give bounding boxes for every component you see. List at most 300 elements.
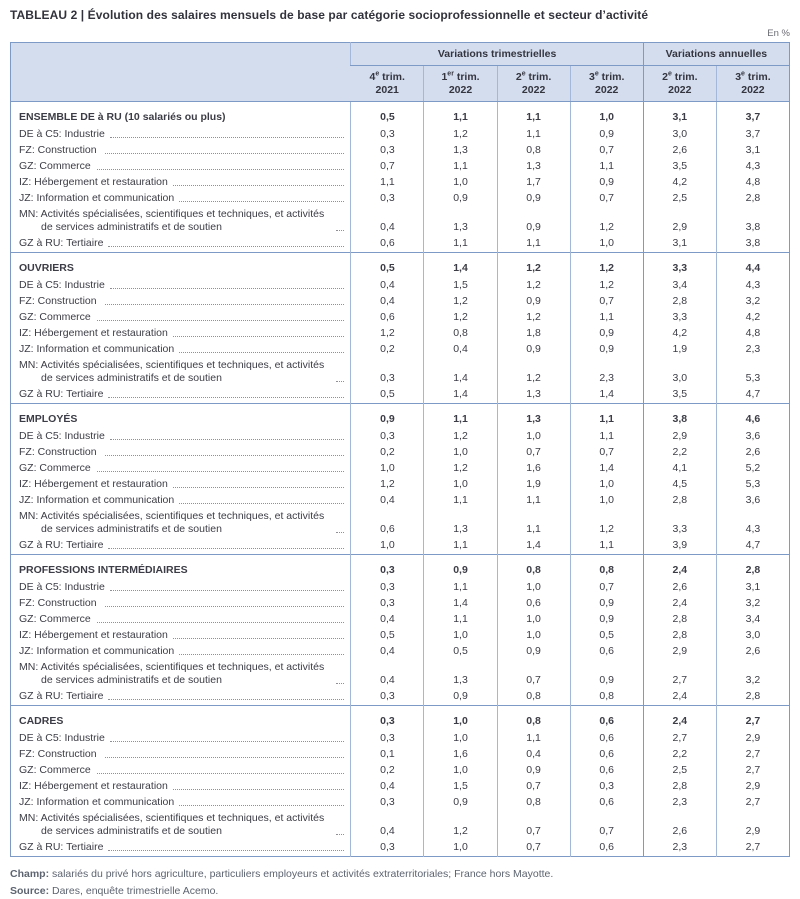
row-label (11, 127, 351, 143)
table-row (11, 763, 790, 779)
row-label-text: DE à C5: Industrie (19, 732, 105, 745)
value-cell: 0,9 (497, 294, 570, 310)
row-label-text: GZ: Commerce (19, 462, 92, 475)
row-label (11, 191, 351, 207)
champ-label: Champ: (10, 868, 49, 880)
value-cell: 1,0 (351, 461, 424, 477)
value-cell: 1,2 (424, 127, 497, 143)
value-cell: 2,9 (643, 644, 716, 660)
row-label (11, 253, 351, 279)
value-cell: 4,7 (716, 538, 789, 555)
table-row (11, 143, 790, 159)
value-cell: 0,3 (351, 143, 424, 159)
category-block (11, 253, 790, 404)
dot-leader (173, 638, 345, 639)
table-row (11, 811, 790, 840)
row-label (11, 580, 351, 596)
value-cell: 4,2 (716, 310, 789, 326)
value-cell: 2,9 (643, 207, 716, 236)
value-cell: 2,7 (716, 840, 789, 857)
row-label (11, 811, 351, 840)
value-cell: 1,1 (497, 509, 570, 538)
row-label-text: OUVRIERS (19, 262, 74, 275)
value-cell: 1,0 (424, 731, 497, 747)
value-cell: 2,8 (643, 493, 716, 509)
value-cell: 2,3 (570, 358, 643, 387)
table-row (11, 236, 790, 253)
value-cell: 0,9 (351, 404, 424, 430)
value-cell: 1,3 (424, 660, 497, 689)
value-cell: 3,8 (716, 236, 789, 253)
row-label-text: GZ à RU: Tertiaire (19, 388, 103, 401)
row-label-text: MN: Activités spécialisées, scientifiques et techniques, et activités de services administratifs et de soutien (19, 812, 331, 838)
value-cell: 2,8 (643, 628, 716, 644)
row-label-wrap (19, 237, 346, 250)
value-cell: 1,1 (497, 493, 570, 509)
dot-leader (97, 471, 344, 472)
row-label (11, 840, 351, 857)
value-cell: 3,2 (716, 596, 789, 612)
row-label (11, 326, 351, 342)
value-cell: 0,7 (497, 811, 570, 840)
table-row (11, 493, 790, 509)
value-cell: 0,7 (570, 811, 643, 840)
row-label-wrap (19, 715, 346, 728)
value-cell: 0,9 (497, 644, 570, 660)
row-label-text: DE à C5: Industrie (19, 581, 105, 594)
row-label-text: FZ: Construction (19, 597, 100, 610)
value-cell: 0,8 (497, 689, 570, 706)
value-cell: 0,4 (351, 278, 424, 294)
row-label (11, 493, 351, 509)
dot-leader (97, 169, 344, 170)
dot-leader (336, 230, 344, 231)
value-cell: 1,1 (497, 127, 570, 143)
value-cell: 0,8 (570, 555, 643, 581)
table-row (11, 538, 790, 555)
value-cell: 0,7 (570, 445, 643, 461)
row-label-wrap (19, 111, 346, 124)
dot-leader (179, 805, 344, 806)
value-cell: 1,2 (424, 811, 497, 840)
value-cell: 2,6 (643, 580, 716, 596)
dot-leader (336, 834, 344, 835)
row-label (11, 538, 351, 555)
value-cell: 0,6 (497, 596, 570, 612)
value-cell: 0,9 (570, 660, 643, 689)
value-cell: 3,4 (716, 612, 789, 628)
table-row (11, 159, 790, 175)
row-label-wrap (19, 597, 346, 610)
value-cell: 0,6 (570, 731, 643, 747)
value-cell: 1,1 (497, 236, 570, 253)
row-label-text: DE à C5: Industrie (19, 128, 105, 141)
dot-leader (110, 439, 345, 440)
value-cell: 0,3 (351, 596, 424, 612)
value-cell: 0,7 (570, 143, 643, 159)
value-cell: 0,7 (570, 580, 643, 596)
value-cell: 2,6 (716, 445, 789, 461)
dot-leader (179, 654, 344, 655)
row-label-wrap (19, 462, 346, 475)
column-header: 2e trim. 2022 (643, 66, 716, 102)
champ-note (10, 866, 790, 883)
dot-leader (97, 773, 344, 774)
value-cell: 0,3 (351, 731, 424, 747)
table-row (11, 387, 790, 404)
row-label-wrap (19, 812, 346, 838)
row-label-wrap (19, 564, 346, 577)
row-label-text: FZ: Construction (19, 144, 100, 157)
source-note (10, 883, 790, 899)
value-cell: 0,4 (424, 342, 497, 358)
value-cell: 0,8 (497, 555, 570, 581)
row-label (11, 387, 351, 404)
value-cell: 3,0 (643, 127, 716, 143)
row-label-wrap (19, 539, 346, 552)
value-cell: 1,4 (424, 387, 497, 404)
value-cell: 1,5 (424, 779, 497, 795)
dot-leader (173, 336, 345, 337)
row-label-wrap (19, 780, 346, 793)
value-cell: 1,3 (497, 159, 570, 175)
row-label-text: MN: Activités spécialisées, scientifiques et techniques, et activités de services administratifs et de soutien (19, 661, 331, 687)
dot-leader (105, 757, 344, 758)
dot-leader (97, 320, 344, 321)
value-cell: 2,6 (716, 644, 789, 660)
value-cell: 0,5 (570, 628, 643, 644)
dot-leader (336, 683, 344, 684)
table-row (11, 310, 790, 326)
value-cell: 1,1 (497, 731, 570, 747)
row-label (11, 461, 351, 477)
value-cell: 1,2 (424, 294, 497, 310)
value-cell: 0,9 (497, 191, 570, 207)
table-header (11, 43, 790, 102)
value-cell: 0,7 (497, 840, 570, 857)
value-cell: 3,7 (716, 102, 789, 128)
value-cell: 4,4 (716, 253, 789, 279)
value-cell: 1,0 (497, 580, 570, 596)
row-label-text: GZ: Commerce (19, 160, 92, 173)
value-cell: 2,7 (716, 747, 789, 763)
value-cell: 0,6 (570, 747, 643, 763)
value-cell: 1,1 (497, 102, 570, 128)
row-label-text: IZ: Hébergement et restauration (19, 629, 168, 642)
row-label-wrap (19, 262, 346, 275)
value-cell: 2,6 (643, 811, 716, 840)
row-label-text: ENSEMBLE DE à RU (10 salariés ou plus) (19, 111, 226, 124)
value-cell: 2,7 (643, 731, 716, 747)
row-label-wrap (19, 208, 346, 234)
row-label (11, 310, 351, 326)
row-label-text: PROFESSIONS INTERMÉDIAIRES (19, 564, 188, 577)
value-cell: 1,1 (424, 404, 497, 430)
table-row (11, 294, 790, 310)
value-cell: 1,1 (570, 404, 643, 430)
table-row (11, 429, 790, 445)
value-cell: 2,8 (716, 689, 789, 706)
value-cell: 1,1 (351, 175, 424, 191)
row-label-text: CADRES (19, 715, 63, 728)
value-cell: 1,2 (424, 461, 497, 477)
value-cell: 0,5 (351, 628, 424, 644)
value-cell: 0,3 (351, 127, 424, 143)
dot-leader (97, 622, 344, 623)
value-cell: 1,0 (570, 493, 643, 509)
row-label-wrap (19, 629, 346, 642)
value-cell: 0,8 (497, 706, 570, 732)
value-cell: 0,7 (497, 660, 570, 689)
value-cell: 1,0 (424, 840, 497, 857)
value-cell: 1,1 (570, 310, 643, 326)
row-label (11, 143, 351, 159)
value-cell: 0,7 (351, 159, 424, 175)
row-label-text: GZ à RU: Tertiaire (19, 237, 103, 250)
dot-leader (108, 548, 344, 549)
value-cell: 0,6 (351, 509, 424, 538)
value-cell: 3,3 (643, 509, 716, 538)
value-cell: 0,9 (424, 555, 497, 581)
value-cell: 0,3 (351, 358, 424, 387)
value-cell: 0,2 (351, 342, 424, 358)
value-cell: 1,0 (497, 628, 570, 644)
value-cell: 1,4 (497, 538, 570, 555)
value-cell: 0,1 (351, 747, 424, 763)
value-cell: 0,3 (351, 706, 424, 732)
row-label-wrap (19, 478, 346, 491)
dot-leader (110, 137, 345, 138)
value-cell: 0,8 (497, 795, 570, 811)
row-label-wrap (19, 192, 346, 205)
value-cell: 0,9 (570, 342, 643, 358)
value-cell: 2,7 (716, 795, 789, 811)
value-cell: 2,5 (643, 191, 716, 207)
row-label-text: GZ: Commerce (19, 764, 92, 777)
value-cell: 0,9 (497, 763, 570, 779)
value-cell: 1,6 (424, 747, 497, 763)
value-cell: 0,5 (351, 253, 424, 279)
row-label-wrap (19, 388, 346, 401)
value-cell: 1,0 (497, 612, 570, 628)
value-cell: 1,4 (570, 387, 643, 404)
row-label-text: DE à C5: Industrie (19, 279, 105, 292)
value-cell: 5,2 (716, 461, 789, 477)
value-cell: 1,1 (424, 236, 497, 253)
value-cell: 4,8 (716, 175, 789, 191)
dot-leader (173, 185, 345, 186)
value-cell: 2,6 (643, 143, 716, 159)
value-cell: 4,2 (643, 175, 716, 191)
section-header-row (11, 706, 790, 732)
value-cell: 0,5 (424, 644, 497, 660)
row-label-wrap (19, 413, 346, 426)
unit-note: En % (10, 28, 790, 39)
row-label-wrap (19, 327, 346, 340)
value-cell: 3,3 (643, 310, 716, 326)
row-label-wrap (19, 645, 346, 658)
row-label-wrap (19, 176, 346, 189)
value-cell: 1,2 (351, 477, 424, 493)
column-header: 3e trim. 2022 (570, 66, 643, 102)
value-cell: 2,9 (716, 731, 789, 747)
row-label-wrap (19, 311, 346, 324)
row-label-wrap (19, 430, 346, 443)
row-label-wrap (19, 764, 346, 777)
value-cell: 0,5 (351, 387, 424, 404)
dot-leader (105, 455, 344, 456)
row-label (11, 429, 351, 445)
section-header-row (11, 102, 790, 128)
value-cell: 0,9 (570, 596, 643, 612)
value-cell: 2,8 (643, 612, 716, 628)
section-header-row (11, 555, 790, 581)
value-cell: 4,5 (643, 477, 716, 493)
row-label (11, 644, 351, 660)
value-cell: 0,6 (570, 706, 643, 732)
value-cell: 1,2 (424, 429, 497, 445)
table-row (11, 660, 790, 689)
row-label-text: IZ: Hébergement et restauration (19, 478, 168, 491)
value-cell: 0,3 (351, 795, 424, 811)
value-cell: 0,4 (351, 294, 424, 310)
row-label-text: MN: Activités spécialisées, scientifiques et techniques, et activités de services administratifs et de soutien (19, 510, 331, 536)
table-row (11, 127, 790, 143)
value-cell: 2,4 (643, 706, 716, 732)
row-label (11, 278, 351, 294)
value-cell: 0,3 (351, 840, 424, 857)
row-label (11, 445, 351, 461)
value-cell: 1,0 (570, 477, 643, 493)
value-cell: 2,3 (643, 840, 716, 857)
value-cell: 0,3 (351, 191, 424, 207)
value-cell: 1,0 (570, 102, 643, 128)
salary-table (10, 42, 790, 857)
section-header-row (11, 404, 790, 430)
value-cell: 0,4 (351, 612, 424, 628)
value-cell: 1,2 (570, 207, 643, 236)
row-label (11, 555, 351, 581)
row-label (11, 795, 351, 811)
row-label-text: GZ à RU: Tertiaire (19, 690, 103, 703)
source-text: Dares, enquête trimestrielle Acemo. (49, 885, 218, 897)
dot-leader (110, 288, 345, 289)
dot-leader (179, 503, 344, 504)
value-cell: 2,7 (643, 660, 716, 689)
row-label-wrap (19, 160, 346, 173)
value-cell: 1,0 (424, 706, 497, 732)
value-cell: 1,1 (424, 538, 497, 555)
value-cell: 0,5 (351, 102, 424, 128)
value-cell: 0,9 (570, 127, 643, 143)
row-label (11, 404, 351, 430)
row-label (11, 612, 351, 628)
dot-leader (173, 487, 345, 488)
table-row (11, 644, 790, 660)
row-label-text: IZ: Hébergement et restauration (19, 327, 168, 340)
table-row (11, 342, 790, 358)
value-cell: 1,1 (424, 493, 497, 509)
value-cell: 1,0 (497, 429, 570, 445)
table-row (11, 445, 790, 461)
value-cell: 1,2 (497, 278, 570, 294)
value-cell: 3,1 (643, 236, 716, 253)
value-cell: 3,3 (643, 253, 716, 279)
value-cell: 0,7 (497, 779, 570, 795)
group-header-row (11, 43, 790, 66)
corner-cell (11, 43, 351, 102)
value-cell: 0,9 (570, 175, 643, 191)
value-cell: 1,2 (497, 253, 570, 279)
category-block (11, 102, 790, 253)
value-cell: 4,6 (716, 404, 789, 430)
table-title: TABLEAU 2 | Évolution des salaires mensuels de base par catégorie socioprofessionnelle et secteur d’activité (10, 8, 790, 22)
value-cell: 1,1 (570, 429, 643, 445)
value-cell: 0,3 (351, 555, 424, 581)
row-label (11, 294, 351, 310)
row-label (11, 747, 351, 763)
value-cell: 5,3 (716, 477, 789, 493)
column-header: 3e trim. 2022 (716, 66, 789, 102)
value-cell: 0,2 (351, 763, 424, 779)
value-cell: 3,5 (643, 159, 716, 175)
table-row (11, 779, 790, 795)
value-cell: 0,4 (351, 207, 424, 236)
value-cell: 1,4 (424, 358, 497, 387)
category-block (11, 706, 790, 857)
row-label-wrap (19, 690, 346, 703)
value-cell: 1,4 (424, 596, 497, 612)
row-label (11, 660, 351, 689)
value-cell: 3,9 (643, 538, 716, 555)
value-cell: 1,1 (424, 580, 497, 596)
value-cell: 0,9 (570, 612, 643, 628)
value-cell: 0,4 (351, 811, 424, 840)
value-cell: 1,9 (643, 342, 716, 358)
value-cell: 4,2 (643, 326, 716, 342)
value-cell: 1,7 (497, 175, 570, 191)
value-cell: 3,1 (716, 580, 789, 596)
column-header: 4e trim. 2021 (351, 66, 424, 102)
value-cell: 1,9 (497, 477, 570, 493)
value-cell: 2,4 (643, 596, 716, 612)
dot-leader (105, 606, 344, 607)
row-label-wrap (19, 510, 346, 536)
table-row (11, 278, 790, 294)
value-cell: 2,4 (643, 555, 716, 581)
value-cell: 0,6 (570, 840, 643, 857)
value-cell: 1,0 (424, 763, 497, 779)
value-cell: 1,1 (424, 612, 497, 628)
value-cell: 0,3 (570, 779, 643, 795)
value-cell: 2,4 (643, 689, 716, 706)
value-cell: 0,9 (497, 207, 570, 236)
table-footer (10, 866, 790, 899)
value-cell: 0,3 (351, 689, 424, 706)
row-label (11, 207, 351, 236)
dot-leader (110, 590, 345, 591)
table-row (11, 612, 790, 628)
row-label (11, 102, 351, 128)
value-cell: 0,9 (497, 342, 570, 358)
row-label-text: GZ à RU: Tertiaire (19, 539, 103, 552)
value-cell: 2,5 (643, 763, 716, 779)
value-cell: 2,9 (643, 429, 716, 445)
value-cell: 1,0 (570, 236, 643, 253)
row-label-wrap (19, 144, 346, 157)
row-label-wrap (19, 446, 346, 459)
value-cell: 1,1 (424, 159, 497, 175)
